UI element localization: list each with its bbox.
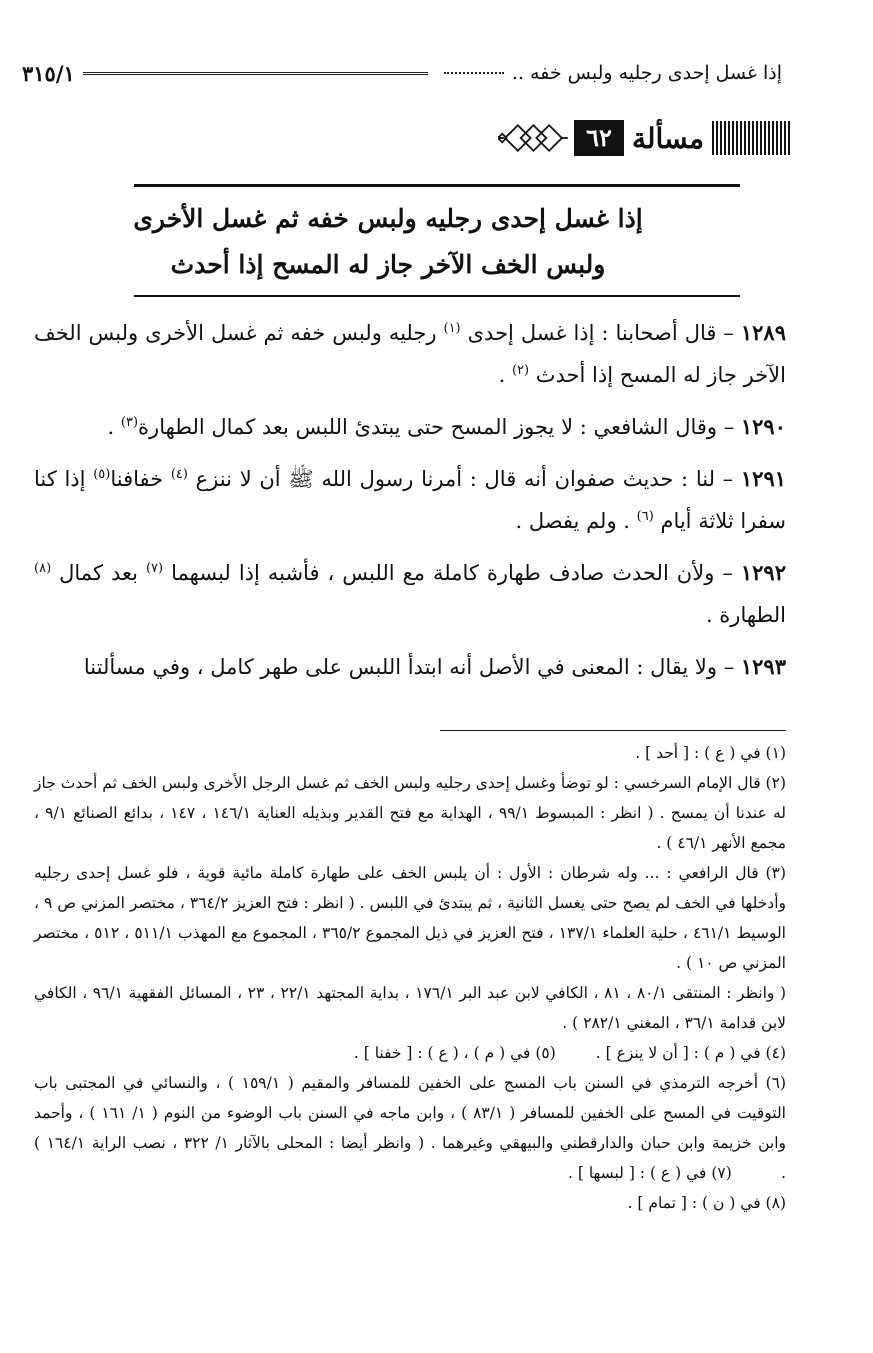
running-title: إذا غسل إحدى رجليه ولبس خفه .. bbox=[511, 62, 782, 84]
page-number: ٣١٥/١ bbox=[22, 60, 75, 86]
paragraph-number: ١٢٩٣ bbox=[740, 654, 786, 679]
section-banner bbox=[498, 115, 790, 161]
paragraph-number: ١٢٩٢ bbox=[740, 560, 786, 585]
footnote-ref: (٤) bbox=[170, 467, 188, 482]
issue-title-line1: إذا غسل إحدى رجليه ولبس خفه ثم غسل الأخرى bbox=[133, 204, 643, 233]
footnote-ref: (٦) bbox=[636, 509, 654, 524]
issue-title bbox=[100, 196, 676, 288]
footnote-4: (٤) في ( م ) : [ أن لا ينزع ] . bbox=[595, 1044, 786, 1062]
footnote-ref: (٧) bbox=[145, 561, 164, 576]
footnote-8: (٨) في ( ن ) : [ تمام ] . bbox=[627, 1194, 786, 1212]
footnote-3: (٣) قال الرافعي : ... وله شرطان : الأول : أن يلبس الخف على طهارة كاملة مائية قوية ، فلو غسل إحدى رجليه وأدخلها في الخف لم يصح حتى يغسل الثانية ، ثم يبتدئ في اللبس . ( انظر : فتح العزيز ٣٦٤/٢ ، مختصر المزني ص ٩ ، الوسيط ٤٦١/١ ، حلية العلماء ١٣٧/١ ، فتح العزيز في ذيل المجموع ٣٦٥/٢ ، المجموع مع المهذب ٥١١/١ ، ٥١٢ ، مختصر المزني ص ١٠ ) . bbox=[34, 864, 786, 972]
header-rule-dashes bbox=[444, 72, 504, 74]
section-label: مسألة bbox=[631, 121, 704, 155]
body-text bbox=[34, 312, 786, 698]
title-top-rule bbox=[134, 184, 740, 187]
paragraph-1291: ١٢٩١ – لنا : حديث صفوان أنه قال : أمرنا رسول الله ﷺ أن لا ننزع $^{(٤)}$ خفافنا$^{(٥)}$ إذا كنا سفرا ثلاثة أيام $^{(٦)}$ . ولم يفصل . bbox=[34, 466, 787, 533]
footnote-ref: (٣) bbox=[120, 415, 139, 430]
paragraph-1293: ١٢٩٣ – ولا يقال : المعنى في الأصل أنه ابتدأ اللبس على طهر كامل ، وفي مسألتنا bbox=[83, 654, 786, 679]
footnote-6: (٦) أخرجه الترمذي في السنن باب المسح على الخفين للمسافر والمقيم ( ١٥٩/١ ) ، والنسائي في المجتبى باب التوقيت في المسح على الخفين للمسافر ( ٨٣/١ ) ، وابن ماجه في السنن باب الوضوء من النوم ( ١/ ١٦١ ) ، وأحمد وابن خزيمة وابن حبان والدارقطني والبيهقي وغيرهما . ( وانظر أيضا : المحلى بالآثار ١/ ٣٢٢ ، نصب الراية ١٦٤/١ ) . (٧) في ( ع ) : [ لبسها ] . bbox=[34, 1074, 787, 1182]
header-rule bbox=[83, 72, 428, 75]
footnote-2: (٢) قال الإمام السرخسي : لو توضأ وغسل إحدى رجليه ولبس الخف ثم غسل الرجل الأخرى ولبس الخف ثم أحدث جاز له عندنا أن يمسح . ( انظر : المبسوط ٩٩/١ ، الهداية مع فتح القدير وبذيله العناية ١٤٦/١ ، ١٤٧ ، بدائع الصنائع ٩/١ ، مجمع الأنهر ٤٦/١ ) . bbox=[34, 774, 786, 852]
footnote-1: (١) في ( ع ) : [ أحد ] . bbox=[635, 744, 786, 762]
title-bottom-rule bbox=[134, 295, 740, 297]
footnote-3-continued: ( وانظر : المنتقى ٨٠/١ ، ٨١ ، الكافي لابن عبد البر ١٧٦/١ ، بداية المجتهد ٢٢/١ ، ٢٣ ، المسائل الفقهية ٩٦/١ ، الكافي لابن قدامة ٣٦/١ ، المغني ٢٨٢/١ ) . bbox=[34, 984, 786, 1032]
issue-title-line2: ولبس الخف الآخر جاز له المسح إذا أحدث bbox=[170, 250, 606, 279]
paragraph-number: ١٢٨٩ bbox=[740, 320, 786, 345]
section-number: ٦٢ bbox=[574, 120, 624, 156]
footnote-7: (٧) في ( ع ) : [ لبسها ] . bbox=[567, 1164, 732, 1182]
paragraph-1292: ١٢٩٢ – ولأن الحدث صادف طهارة كاملة مع اللبس ، فأشبه إذا لبسهما $^{(٧)}$ بعد كمال $^{(٨)}$ الطهارة . bbox=[34, 560, 786, 627]
knot-ornament-icon bbox=[498, 115, 570, 161]
footnote-ref: (٢) bbox=[511, 363, 530, 378]
footnotes bbox=[34, 738, 786, 1218]
paragraph-number: ١٢٩٠ bbox=[740, 414, 786, 439]
running-header bbox=[22, 58, 782, 88]
footnotes-4-5 bbox=[34, 1038, 786, 1068]
paragraph-number: ١٢٩١ bbox=[740, 466, 787, 491]
footnote-5: (٥) في ( م ) ، ( ع ) : [ خفنا ] . bbox=[353, 1044, 556, 1062]
paragraph-1290: ١٢٩٠ – وقال الشافعي : لا يجوز المسح حتى يبتدئ اللبس بعد كمال الطهارة$^{(٣)}$ . bbox=[107, 414, 786, 439]
footnote-ref: (١) bbox=[443, 321, 461, 336]
footnote-ref: (٨) bbox=[34, 561, 52, 576]
paragraph-1289: ١٢٨٩ – قال أصحابنا : إذا غسل إحدى $^{(١)}$ رجليه ولبس خفه ثم غسل الأخرى ولبس الخف الآخر جاز له المسح إذا أحدث $^{(٢)}$ . bbox=[34, 320, 786, 387]
footnote-ref: (٥) bbox=[93, 467, 111, 482]
barcode-ornament-icon bbox=[712, 120, 790, 156]
footnote-separator bbox=[440, 730, 786, 731]
